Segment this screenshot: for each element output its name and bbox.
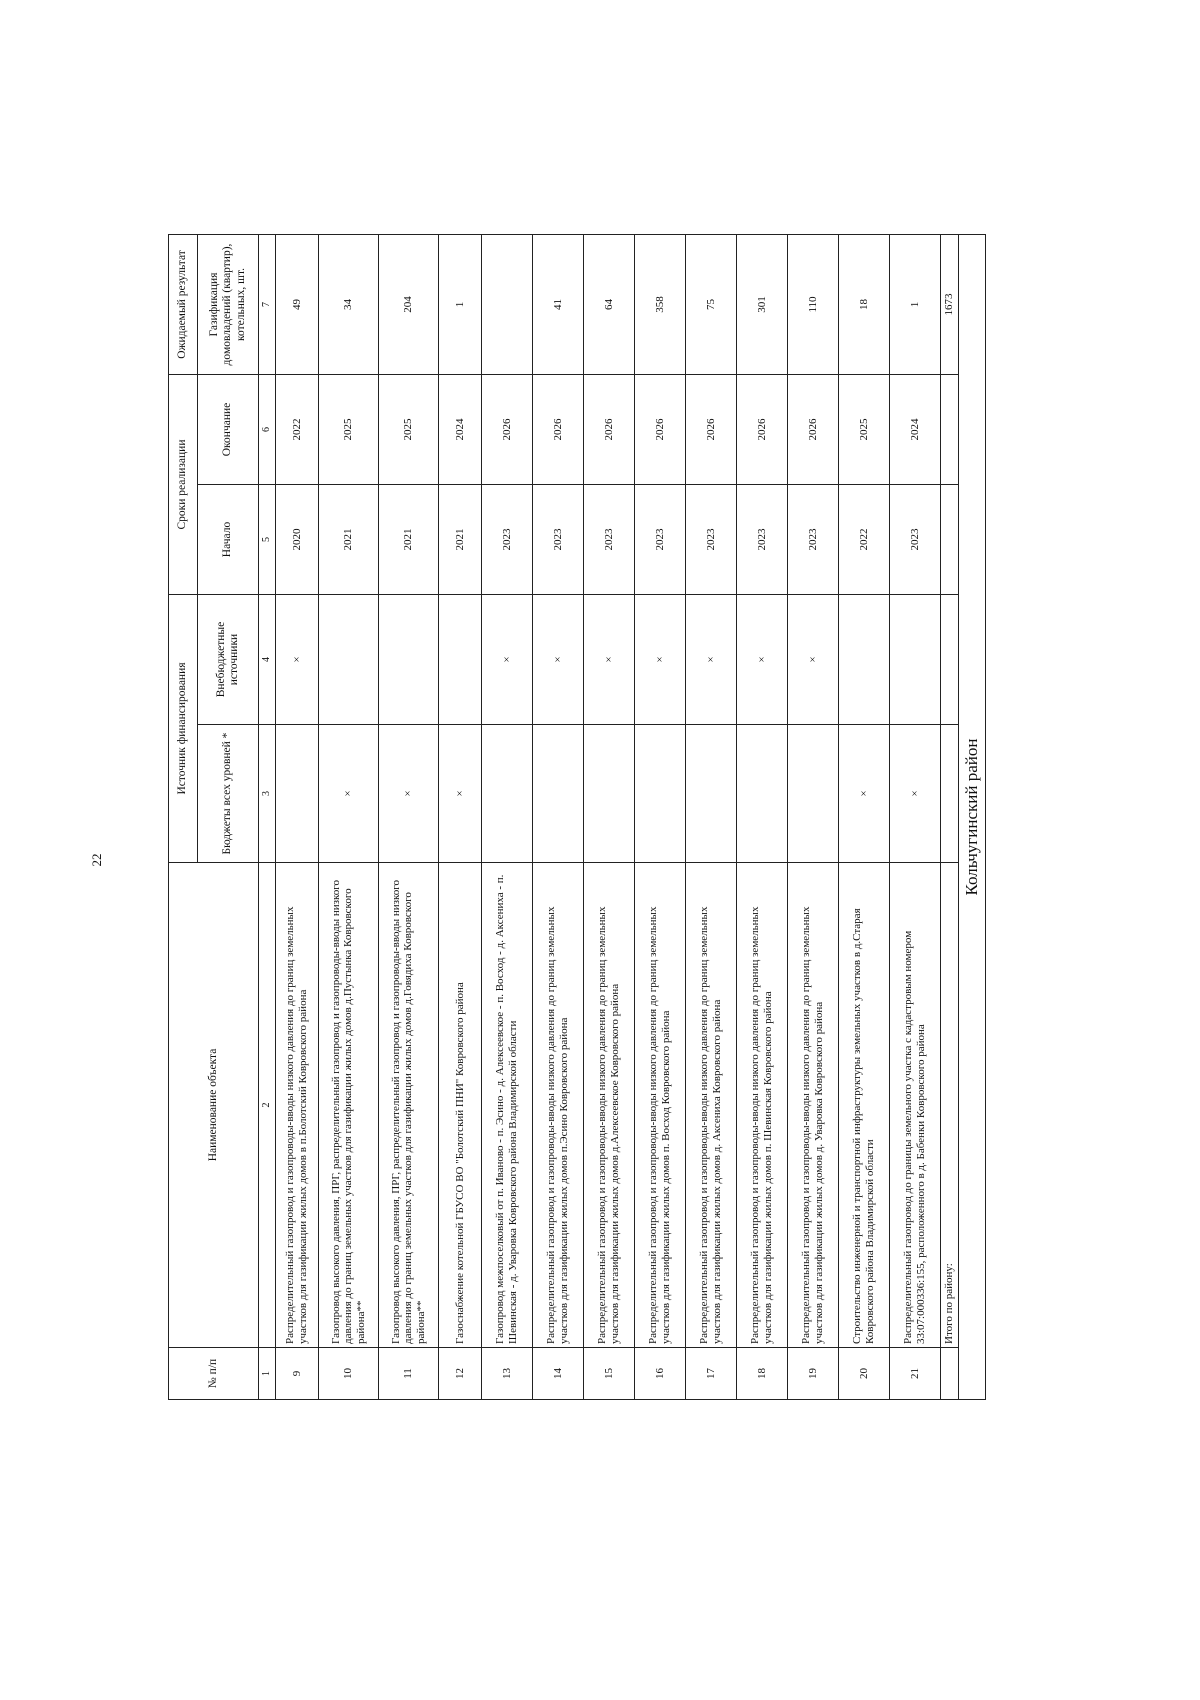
start-year: 2022 (839, 485, 890, 595)
budget-mark: × (439, 725, 482, 863)
start-year: 2023 (482, 485, 533, 595)
object-name: Распределительный газопровод до границы земельного участка с кадастровым номером 33:07:000336:155, расположенного в д. Бабенки Ковровского района (890, 863, 941, 1348)
result-count: 18 (839, 235, 890, 375)
result-count: 49 (276, 235, 319, 375)
end-year: 2026 (482, 375, 533, 485)
extra-mark (890, 595, 941, 725)
object-name: Газопровод межпоселковый от п. Иваново - п. Эсино - д. Алексеевское - п. Восход - д. Аксениха - п. Шевинская - д. Уваровка Ковровского района Владимирской области (482, 863, 533, 1348)
table-row (686, 235, 737, 1400)
budget-mark (482, 725, 533, 863)
result-count: 34 (319, 235, 379, 375)
object-name: Распределительный газопровод и газопроводы-вводы низкого давления до границ земельных участков для газификации жилых домов п. Шевинская Ковровского района (737, 863, 788, 1348)
start-year: 2023 (686, 485, 737, 595)
result-count: 110 (788, 235, 839, 375)
extra-mark: × (686, 595, 737, 725)
start-year: 2023 (890, 485, 941, 595)
result-count: 358 (635, 235, 686, 375)
start-year: 2023 (788, 485, 839, 595)
end-year: 2024 (439, 375, 482, 485)
extra-mark (319, 595, 379, 725)
table-row (635, 235, 686, 1400)
extra-mark: × (533, 595, 584, 725)
extra-mark (839, 595, 890, 725)
extra-mark: × (737, 595, 788, 725)
end-year: 2026 (584, 375, 635, 485)
table-row (533, 235, 584, 1400)
index-cell: 3 (259, 725, 276, 863)
extra-mark: × (482, 595, 533, 725)
row-number: 21 (890, 1348, 941, 1400)
table-row (788, 235, 839, 1400)
start-year: 2023 (635, 485, 686, 595)
budget-mark (788, 725, 839, 863)
table-row (482, 235, 533, 1400)
budget-mark (686, 725, 737, 863)
row-number: 20 (839, 1348, 890, 1400)
object-name: Распределительный газопровод и газопроводы-вводы низкого давления до границ земельных участков для газификации жилых домов в п.Болотский Ковровского района (276, 863, 319, 1348)
start-year: 2021 (439, 485, 482, 595)
budget-mark: × (839, 725, 890, 863)
index-cell: 7 (259, 235, 276, 375)
district-name: Кольчугинский район (959, 235, 986, 1400)
header-name: Наименование объекта (169, 863, 259, 1348)
row-number: 12 (439, 1348, 482, 1400)
end-year: 2026 (788, 375, 839, 485)
object-name: Распределительный газопровод и газопроводы-вводы низкого давления до границ земельных участков для газификации жилых домов п. Восход Ковровского района (635, 863, 686, 1348)
header-budgets: Бюджеты всех уровней * (198, 725, 259, 863)
table-row (584, 235, 635, 1400)
row-number: 13 (482, 1348, 533, 1400)
index-cell: 5 (259, 485, 276, 595)
table-row (319, 235, 379, 1400)
program-table (168, 234, 986, 1400)
table-row (737, 235, 788, 1400)
object-name: Газоснабжение котельной ГБУСО ВО "Болотский ПНИ" Ковровского района (439, 863, 482, 1348)
row-number: 9 (276, 1348, 319, 1400)
column-index-row (259, 235, 276, 1400)
index-cell: 4 (259, 595, 276, 725)
index-cell: 2 (259, 863, 276, 1348)
budget-mark (533, 725, 584, 863)
start-year: 2023 (533, 485, 584, 595)
end-year: 2024 (890, 375, 941, 485)
result-count: 41 (533, 235, 584, 375)
result-count: 301 (737, 235, 788, 375)
budget-mark: × (890, 725, 941, 863)
header-funding: Источник финансирования (169, 595, 198, 863)
object-name: Газопровод высокого давления, ПРГ, распределительный газопровод и газопроводы-вводы низкого давления до границ земельных участков для газификации жилых домов д.Пустынка Ковровского района** (319, 863, 379, 1348)
row-number: 16 (635, 1348, 686, 1400)
table-row (379, 235, 439, 1400)
start-year: 2020 (276, 485, 319, 595)
table-row (439, 235, 482, 1400)
start-year: 2021 (379, 485, 439, 595)
header-gasification: Газификация домовладений (квартир), котельных, шт. (198, 235, 259, 375)
result-count: 1 (890, 235, 941, 375)
object-name: Распределительный газопровод и газопроводы-вводы низкого давления до границ земельных участков для газификации жилых домов д. Аксениха Ковровского района (686, 863, 737, 1348)
object-name: Распределительный газопровод и газопроводы-вводы низкого давления до границ земельных участков для газификации жилых домов п.Эсино Ковровского района (533, 863, 584, 1348)
row-number: 19 (788, 1348, 839, 1400)
header-terms: Сроки реализации (169, 375, 198, 595)
row-number: 15 (584, 1348, 635, 1400)
object-name: Газопровод высокого давления, ПРГ, распределительный газопровод и газопроводы-вводы низкого давления до границ земельных участков для газификации жилых домов д.Говядиха Ковровского района** (379, 863, 439, 1348)
header-start: Начало (198, 485, 259, 595)
extra-mark: × (788, 595, 839, 725)
row-number: 17 (686, 1348, 737, 1400)
extra-mark: × (276, 595, 319, 725)
extra-mark: × (635, 595, 686, 725)
total-label: Итого по району: (941, 863, 959, 1348)
object-name: Распределительный газопровод и газопроводы-вводы низкого давления до границ земельных участков для газификации жилых домов д.Алексеевское Ковровского района (584, 863, 635, 1348)
header-num: № п/п (169, 1348, 259, 1400)
end-year: 2026 (686, 375, 737, 485)
end-year: 2022 (276, 375, 319, 485)
budget-mark (276, 725, 319, 863)
header-extra: Внебюджетные источники (198, 595, 259, 725)
table-body (276, 235, 941, 1400)
end-year: 2026 (635, 375, 686, 485)
header-result: Ожидаемый результат (169, 235, 198, 375)
index-cell: 6 (259, 375, 276, 485)
row-number: 10 (319, 1348, 379, 1400)
start-year: 2023 (584, 485, 635, 595)
result-count: 75 (686, 235, 737, 375)
row-number: 18 (737, 1348, 788, 1400)
row-number: 14 (533, 1348, 584, 1400)
district-row (959, 235, 986, 1400)
object-name: Распределительный газопровод и газопроводы-вводы низкого давления до границ земельных участков для газификации жилых домов д. Уваровка Ковровского района (788, 863, 839, 1348)
budget-mark (737, 725, 788, 863)
end-year: 2025 (319, 375, 379, 485)
result-count (482, 235, 533, 375)
table-row (276, 235, 319, 1400)
index-cell: 1 (259, 1348, 276, 1400)
page-number: 22 (89, 853, 104, 867)
extra-mark: × (584, 595, 635, 725)
budget-mark (584, 725, 635, 863)
end-year: 2025 (839, 375, 890, 485)
start-year: 2023 (737, 485, 788, 595)
result-count: 64 (584, 235, 635, 375)
extra-mark (379, 595, 439, 725)
budget-mark (635, 725, 686, 863)
table-row (890, 235, 941, 1400)
total-result: 1673 (941, 235, 959, 375)
row-number: 11 (379, 1348, 439, 1400)
result-count: 204 (379, 235, 439, 375)
object-name: Строительство инженерной и транспортной инфраструктуры земельных участков в д.Старая Ковровского района Владимирской области (839, 863, 890, 1348)
rotated-sheet (168, 235, 1110, 1400)
end-year: 2025 (379, 375, 439, 485)
budget-mark: × (319, 725, 379, 863)
start-year: 2021 (319, 485, 379, 595)
budget-mark: × (379, 725, 439, 863)
table-row (839, 235, 890, 1400)
end-year: 2026 (533, 375, 584, 485)
extra-mark (439, 595, 482, 725)
end-year: 2026 (737, 375, 788, 485)
total-row (941, 235, 959, 1400)
result-count: 1 (439, 235, 482, 375)
header-end: Окончание (198, 375, 259, 485)
